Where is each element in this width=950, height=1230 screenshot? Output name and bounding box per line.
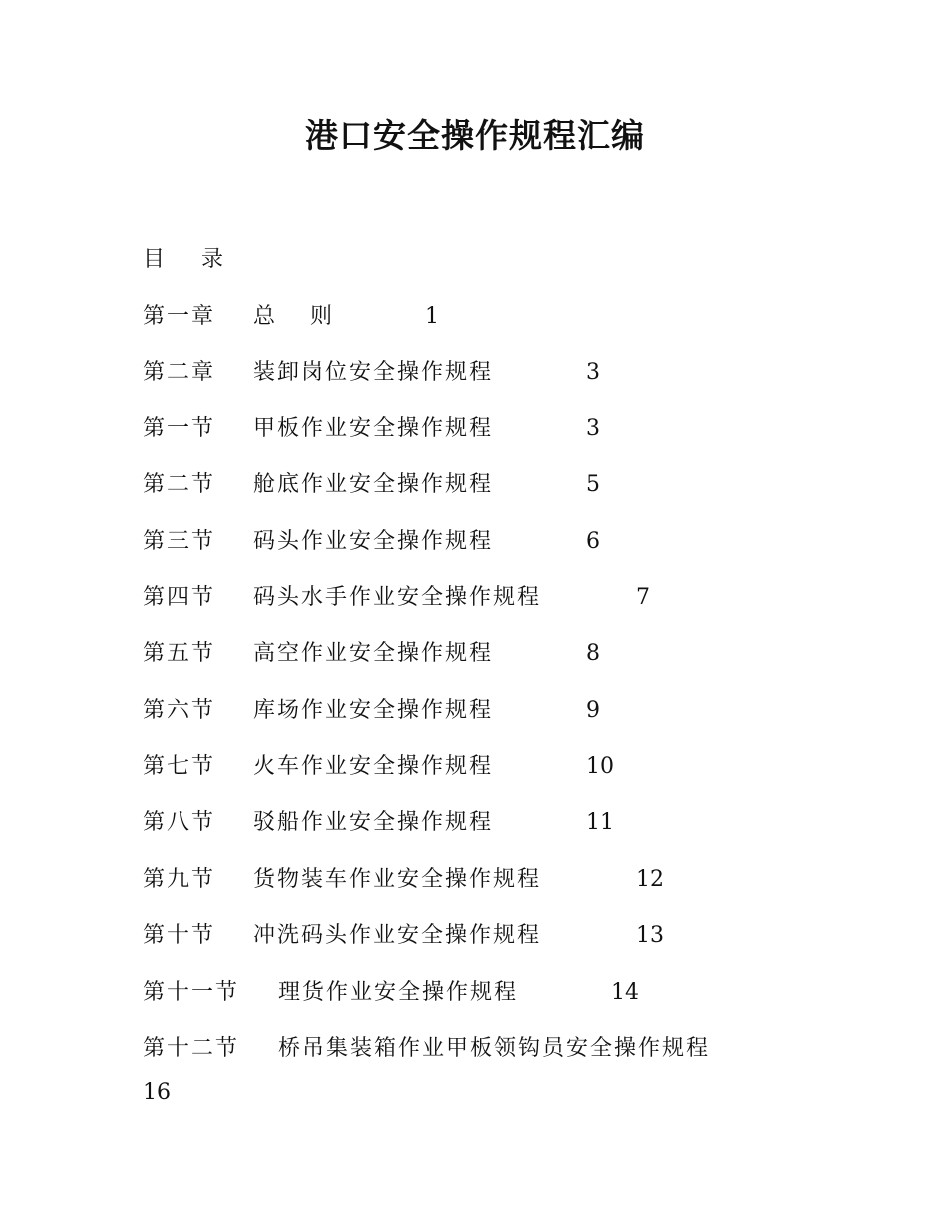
- toc-heading: [143, 243, 223, 277]
- toc-entry-section-7[interactable]: [143, 750, 614, 784]
- toc-entry-text: 装卸岗位安全操作规程: [253, 360, 494, 385]
- toc-entry-text: 货物装车作业安全操作规程: [253, 867, 542, 892]
- toc-entry-text: 高空作业安全操作规程: [253, 641, 494, 666]
- toc-heading-left: 目: [143, 247, 166, 272]
- toc-entry-page: 13: [636, 923, 664, 948]
- toc-entry-page: 3: [586, 416, 600, 441]
- document-title: 港口安全操作规程汇编: [305, 116, 645, 155]
- toc-entry-label: 第十二节: [143, 1036, 240, 1061]
- toc-entry-text: 码头作业安全操作规程: [253, 529, 494, 554]
- toc-entry-label: 第三节: [143, 529, 216, 554]
- toc-entry-section-11[interactable]: [143, 976, 639, 1010]
- toc-entry-label: 第一节: [143, 416, 216, 441]
- toc-entry-text: 舱底作业安全操作规程: [253, 472, 494, 497]
- toc-entry-page: 1: [425, 304, 439, 329]
- toc-entry-page: 5: [586, 472, 600, 497]
- toc-entry-section-1[interactable]: [143, 412, 600, 446]
- toc-entry-section-12[interactable]: [143, 1032, 711, 1066]
- toc-entry-text: 驳船作业安全操作规程: [253, 810, 494, 835]
- toc-entry-page: 11: [586, 810, 614, 835]
- toc-entry-page: 6: [586, 529, 600, 554]
- toc-heading-right: 录: [201, 247, 224, 272]
- toc-entry-page: 12: [636, 867, 664, 892]
- toc-entry-page: 3: [586, 360, 600, 385]
- toc-entry-page: 9: [586, 698, 600, 723]
- toc-entry-page: 14: [611, 980, 639, 1005]
- toc-entry-label: 第五节: [143, 641, 216, 666]
- toc-entry-text: 桥吊集装箱作业甲板领钩员安全操作规程: [278, 1036, 711, 1061]
- toc-entry-text: 甲板作业安全操作规程: [253, 416, 494, 441]
- toc-entry-page-wrapped: 16: [143, 1080, 171, 1105]
- toc-entry-text: 库场作业安全操作规程: [253, 698, 494, 723]
- toc-entry-label: 第十一节: [143, 980, 240, 1005]
- toc-entry-page: 7: [636, 585, 650, 610]
- toc-entry-chapter-2[interactable]: [143, 356, 600, 390]
- toc-entry-text: 总 则: [253, 304, 334, 329]
- toc-entry-section-10[interactable]: [143, 919, 664, 953]
- toc-entry-label: 第二章: [143, 360, 216, 385]
- toc-entry-section-6[interactable]: [143, 694, 600, 728]
- toc-entry-section-8[interactable]: [143, 806, 614, 840]
- toc-entry-section-4[interactable]: [143, 581, 650, 615]
- toc-entry-label: 第二节: [143, 472, 216, 497]
- toc-entry-label: 第一章: [143, 304, 216, 329]
- toc-entry-label: 第七节: [143, 754, 216, 779]
- toc-entry-text: 理货作业安全操作规程: [278, 980, 519, 1005]
- toc-entry-label: 第九节: [143, 867, 216, 892]
- toc-entry-text: 冲洗码头作业安全操作规程: [253, 923, 542, 948]
- toc-entry-section-3[interactable]: [143, 525, 600, 559]
- toc-entry-section-5[interactable]: [143, 637, 600, 671]
- toc-entry-section-2[interactable]: [143, 468, 600, 502]
- toc-entry-label: 第六节: [143, 698, 216, 723]
- toc-entry-text: 火车作业安全操作规程: [253, 754, 494, 779]
- toc-entry-page: 10: [586, 754, 614, 779]
- toc-entry-label: 第八节: [143, 810, 216, 835]
- toc-entry-page: 8: [586, 641, 600, 666]
- toc-entry-chapter-1[interactable]: [143, 300, 439, 334]
- toc-entry-label: 第十节: [143, 923, 216, 948]
- toc-entry-section-9[interactable]: [143, 863, 664, 897]
- toc-entry-label: 第四节: [143, 585, 216, 610]
- toc-entry-text: 码头水手作业安全操作规程: [253, 585, 542, 610]
